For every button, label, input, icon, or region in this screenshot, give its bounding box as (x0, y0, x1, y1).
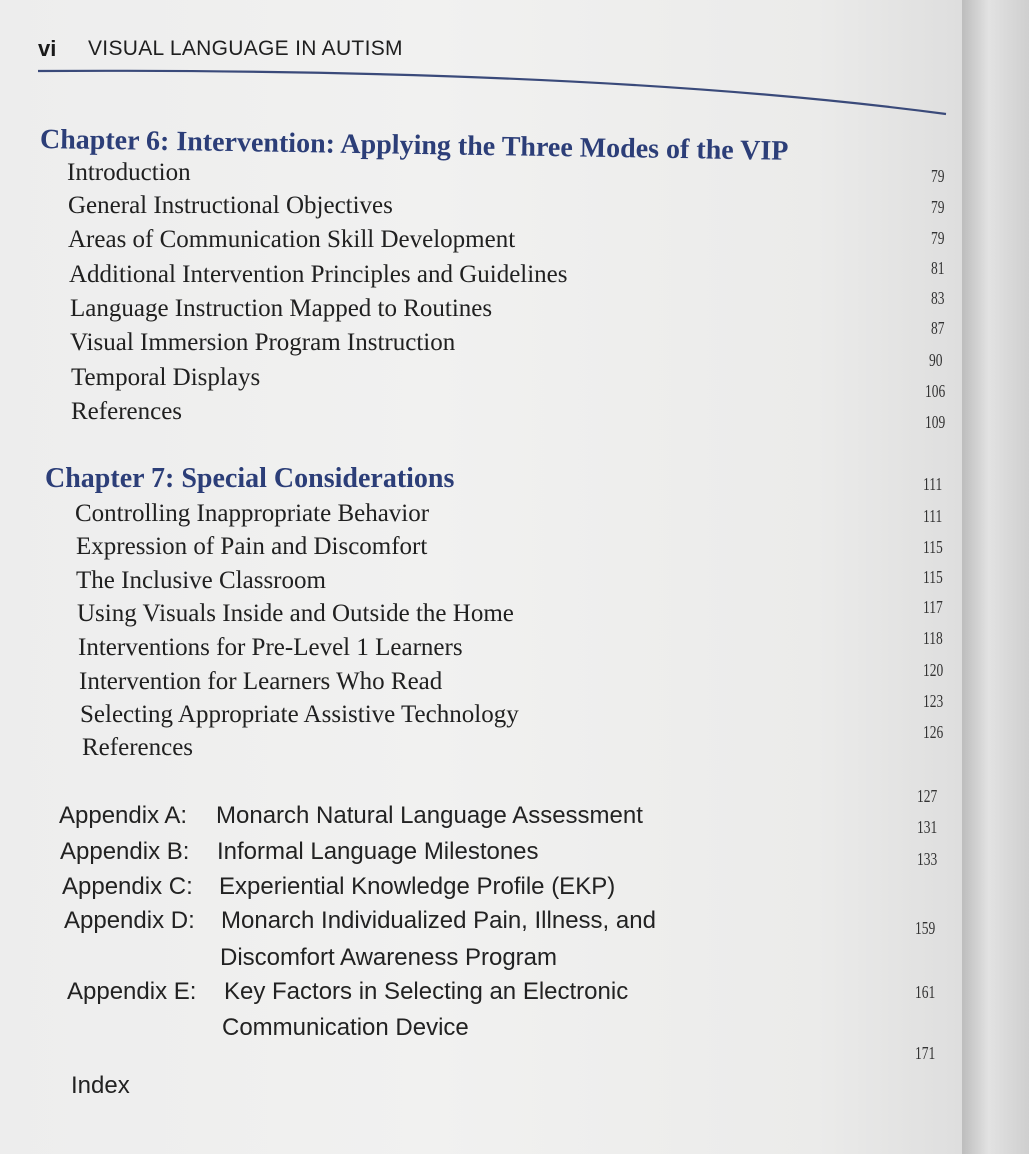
appendix-c-row (62, 873, 615, 901)
appendix-e-continuation: Communication Device (222, 1014, 469, 1041)
page-number: 111 (923, 474, 943, 494)
toc-entry: Language Instruction Mapped to Routines (70, 295, 493, 322)
page-number: 118 (923, 628, 943, 648)
toc-entry: Additional Intervention Principles and Guidelines (69, 261, 568, 288)
appendix-label: Appendix E: (67, 978, 197, 1005)
appendix-label: Appendix A: (59, 802, 188, 829)
appendix-title: Monarch Individualized Pain, Illness, and (221, 907, 656, 934)
header-rule (0, 60, 962, 120)
toc-entry: Controlling Inappropriate Behavior (75, 500, 430, 527)
appendix-label: Appendix D: (64, 907, 195, 934)
page-number: 117 (923, 597, 943, 617)
page-number: 106 (925, 381, 946, 401)
page-number: 133 (917, 849, 938, 869)
toc-entry: Areas of Communication Skill Development (68, 226, 516, 253)
page-number: 123 (923, 691, 944, 711)
page-number: 159 (915, 918, 936, 938)
chapter-7-heading: Chapter 7: Special Considerations (45, 463, 455, 494)
toc-entry: Intervention for Learners Who Read (79, 668, 443, 695)
appendix-title: Experiential Knowledge Profile (EKP) (219, 873, 616, 900)
toc-entry: Selecting Appropriate Assistive Technology (80, 701, 519, 728)
toc-entry: Expression of Pain and Discomfort (76, 533, 428, 560)
page-number: 81 (931, 258, 945, 278)
page-number: 79 (931, 197, 945, 217)
appendix-label: Appendix C: (62, 873, 193, 900)
page-number: 115 (923, 567, 943, 587)
page-edge (962, 0, 1029, 1154)
page-number: 79 (931, 228, 945, 248)
appendix-e-row (67, 978, 628, 1006)
toc-entry: Using Visuals Inside and Outside the Home (77, 600, 514, 627)
page-number: 120 (923, 660, 944, 680)
chapter-6-heading: Chapter 6: Intervention: Applying the Three Modes of the VIP (39, 124, 789, 167)
appendix-title: Monarch Natural Language Assessment (216, 802, 643, 829)
page-number: 171 (915, 1043, 936, 1063)
page-number: 83 (931, 288, 945, 308)
page-number: 87 (931, 318, 945, 338)
page-number: 161 (915, 982, 936, 1002)
header-page-number: vi (38, 36, 57, 61)
index-entry: Index (71, 1072, 130, 1099)
appendix-d-continuation: Discomfort Awareness Program (220, 944, 558, 971)
appendix-label: Appendix B: (60, 838, 190, 865)
page-number: 126 (923, 722, 944, 742)
page-number: 131 (917, 817, 938, 837)
page-number: 115 (923, 537, 943, 557)
toc-entry: Visual Immersion Program Instruction (70, 329, 456, 356)
page-number: 111 (923, 506, 943, 526)
page-number: 127 (917, 786, 938, 806)
appendix-d-row (64, 907, 656, 935)
appendix-b-row (60, 838, 539, 866)
running-header-title: VISUAL LANGUAGE IN AUTISM (88, 37, 403, 60)
toc-entry: General Instructional Objectives (68, 192, 393, 219)
appendix-a-row (59, 802, 643, 830)
appendix-title: Informal Language Milestones (217, 838, 539, 865)
toc-entry: The Inclusive Classroom (76, 567, 326, 594)
appendix-title: Key Factors in Selecting an Electronic (224, 978, 629, 1005)
toc-entry: References (71, 398, 183, 425)
toc-entry: Introduction (67, 159, 191, 186)
page-number: 109 (925, 412, 946, 432)
toc-entry: References (82, 734, 194, 761)
toc-entry: Temporal Displays (71, 364, 261, 391)
toc-entry: Interventions for Pre-Level 1 Learners (78, 634, 463, 661)
page-number: 90 (929, 350, 943, 370)
page-number: 79 (931, 166, 945, 186)
